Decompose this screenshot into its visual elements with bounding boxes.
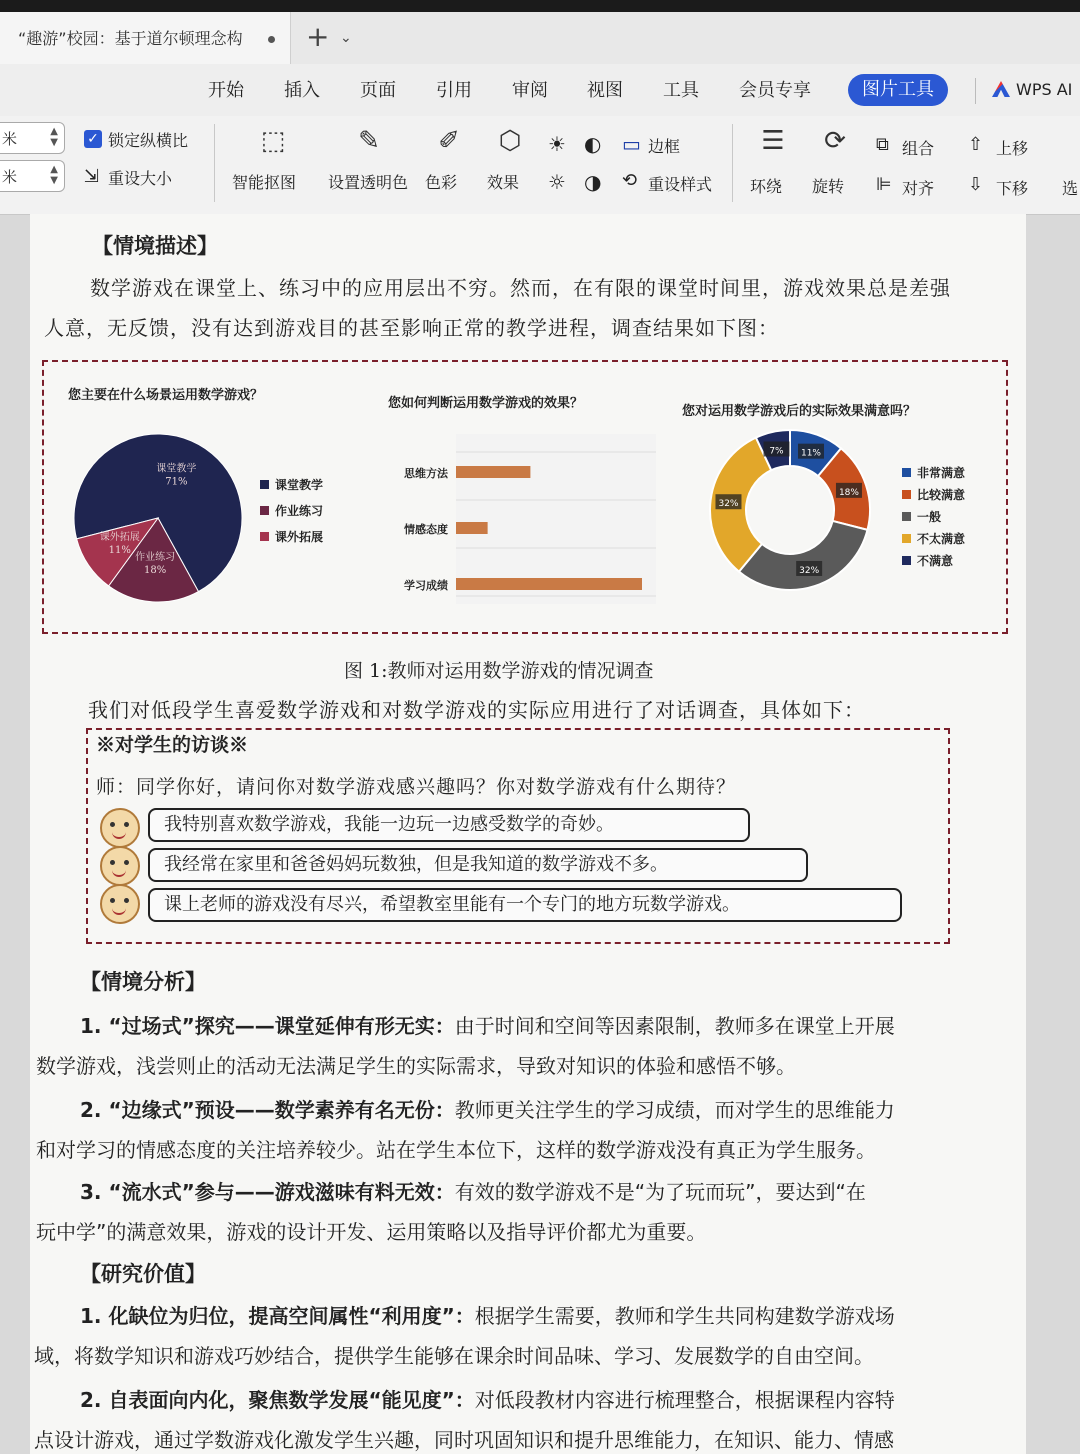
value-item-title: 2. 自表面向内化，聚焦数学发展“能见度”： [80, 1388, 475, 1412]
chart3-legend-item [902, 530, 965, 547]
bar-category-label: 情感态度 [404, 523, 448, 536]
legend-label: 课外拓展 [275, 530, 324, 544]
lock-ratio-checkbox[interactable]: ✓ [84, 130, 102, 148]
analysis-item-title: 2. “边缘式”预设——数学素养有名无份： [80, 1098, 455, 1122]
menu-home[interactable]: 开始 [208, 80, 244, 101]
legend-label: 课堂教学 [275, 478, 324, 492]
new-tab-menu-icon[interactable]: ⌄ [340, 30, 352, 46]
paragraph-line: 人意，无反馈，没有达到游戏目的甚至影响正常的教学进程，调查结果如下图： [44, 316, 779, 340]
pie-slice-label: 课外拓展 [99, 532, 140, 544]
menu-divider [975, 78, 976, 104]
paragraph-line: 数学游戏在课堂上、练习中的应用层出不穷。然而，在有限的课堂时间里，游戏效果总是差强 [90, 276, 951, 300]
reset-size-icon[interactable]: ⇲ [84, 166, 100, 187]
height-input[interactable] [0, 122, 65, 154]
donut-slice-label: 32% [718, 499, 739, 510]
menu-picture-tools[interactable]: 图片工具 [848, 74, 948, 106]
move-up-icon[interactable]: ⇧ [968, 134, 984, 155]
effects-button[interactable]: 效果 [487, 173, 520, 192]
border-icon[interactable]: ▭ [622, 132, 641, 156]
student-avatar-icon [100, 884, 140, 924]
height-unit: 米 [2, 130, 18, 148]
donut-slice-label: 7% [769, 446, 784, 457]
bar-category-label: 思维方法 [404, 467, 448, 480]
legend-label: 不太满意 [917, 532, 966, 546]
paragraph-line: 和对学习的情感态度的关注培养较少。站在学生本位下，这样的数学游戏没有真正为学生服务。 [36, 1138, 876, 1162]
width-unit: 米 [2, 168, 18, 186]
align-button[interactable]: 对齐 [902, 179, 935, 198]
chart3-legend-item [902, 486, 965, 503]
paragraph-line: 点设计游戏，通过学数游戏化激发学生兴趣，同时巩固知识和提升思维能力，在知识、能力、情感 [34, 1428, 894, 1452]
bar [456, 522, 488, 534]
ribbon-toolbar [0, 116, 1080, 215]
group-icon[interactable]: ⧉ [876, 134, 889, 155]
pie-slice-label: 71% [165, 476, 188, 488]
legend-swatch [902, 468, 911, 477]
smart-crop-icon[interactable]: ⬚ [260, 126, 286, 156]
teacher-question: 师：同学你好，请问你对数学游戏感兴趣吗？你对数学游戏有什么期待？ [96, 776, 737, 798]
analysis-item-3 [80, 1176, 866, 1205]
move-down-button[interactable]: 下移 [996, 179, 1029, 198]
tab-bar [0, 12, 1080, 64]
legend-swatch [902, 556, 911, 565]
heading-analysis: 【情境分析】 [80, 969, 206, 994]
legend-swatch [902, 490, 911, 499]
chart1-legend-item [260, 502, 323, 519]
analysis-item-text: 教师更关注学生的学习成绩，而对学生的思维能力 [454, 1098, 895, 1122]
legend-swatch [260, 506, 269, 515]
rotate-button[interactable]: 旋转 [812, 177, 845, 196]
reset-size-button[interactable]: 重设大小 [108, 169, 173, 188]
chart1-legend-item [260, 476, 323, 493]
student-answer: 我特别喜欢数学游戏，我能一边玩一边感受数学的奇妙。 [148, 808, 750, 842]
pie-slice-label: 18% [143, 565, 167, 577]
donut-slice-label: 11% [800, 448, 822, 459]
move-up-button[interactable]: 上移 [996, 139, 1029, 158]
menu-insert[interactable]: 插入 [284, 80, 320, 101]
analysis-item-title: 3. “流水式”参与——游戏滋味有料无效： [80, 1180, 455, 1204]
color-icon[interactable]: ✐ [438, 126, 460, 156]
menu-reference[interactable]: 引用 [436, 80, 472, 101]
brightness-up-icon[interactable]: ☀ [548, 132, 566, 156]
paragraph-line: 域，将数学知识和游戏巧妙结合，提供学生能够在课余时间品味、学习、发展数学的自由空间。 [34, 1344, 874, 1368]
value-item-2 [80, 1384, 895, 1413]
chart1-title: 您主要在什么场景运用数学游戏？ [68, 388, 264, 403]
bar [456, 466, 530, 478]
wps-ai-logo-icon [992, 81, 1010, 97]
set-transparent-button[interactable]: 设置透明色 [328, 173, 409, 192]
value-item-text: 根据学生需要，教师和学生共同构建数学游戏场 [474, 1304, 895, 1328]
student-avatar-icon [100, 808, 140, 848]
document-tab-title: “趣游”校园：基于道尔顿理念构 [18, 29, 243, 48]
height-spin-icon[interactable]: ▲ ▼ [50, 126, 58, 148]
new-tab-button[interactable]: + [306, 20, 330, 53]
legend-label: 一般 [917, 510, 942, 524]
menu-bar [0, 64, 1080, 116]
width-spin-icon[interactable]: ▲ ▼ [50, 164, 58, 186]
contrast-icon[interactable]: ◐ [584, 132, 602, 156]
pie-slice-label: 课堂教学 [156, 463, 197, 475]
legend-label: 不满意 [917, 554, 954, 568]
chart2-title: 您如何判断运用数学游戏的效果？ [388, 396, 584, 411]
wps-ai-label: WPS AI [1016, 80, 1073, 99]
wps-ai-button[interactable] [992, 80, 1072, 99]
legend-label: 作业练习 [275, 504, 324, 518]
color-button[interactable]: 色彩 [425, 173, 458, 192]
legend-swatch [260, 532, 269, 541]
rotate-icon[interactable]: ⟳ [824, 126, 846, 156]
student-answer: 课上老师的游戏没有尽兴，希望教室里能有一个专门的地方玩数学游戏。 [148, 888, 902, 922]
ribbon-divider [214, 124, 215, 202]
donut-slice-label: 32% [799, 565, 820, 576]
menu-page[interactable]: 页面 [360, 80, 396, 101]
screen-top-bezel [0, 0, 1080, 12]
menu-view[interactable]: 视图 [587, 80, 623, 101]
value-item-text: 对低段教材内容进行梳理整合，根据课程内容特 [474, 1388, 895, 1412]
chart3-legend-item [902, 464, 965, 481]
pie-slice-label: 11% [108, 545, 131, 557]
reset-style-icon[interactable]: ⟲ [622, 170, 638, 191]
donut-slice-label: 18% [838, 487, 859, 498]
document-tab[interactable] [0, 12, 291, 64]
brightness-down-icon[interactable]: ☼ [548, 170, 566, 194]
legend-swatch [902, 512, 911, 521]
student-answer: 我经常在家里和爸爸妈妈玩数独，但是我知道的数学游戏不多。 [148, 848, 808, 882]
heading-value: 【研究价值】 [80, 1261, 206, 1286]
bar [456, 578, 642, 590]
interview-title: ※对学生的访谈※ [96, 734, 249, 756]
ribbon-divider [732, 124, 733, 202]
menu-tools[interactable]: 工具 [663, 80, 699, 101]
select-button[interactable]: 选 [1062, 179, 1079, 198]
paragraph-line: 数学游戏，浅尝则止的活动无法满足学生的实际需求，导致对知识的体验和感悟不够。 [36, 1054, 796, 1078]
border-button[interactable]: 边框 [648, 137, 681, 156]
reset-style-button[interactable]: 重设样式 [648, 175, 713, 194]
chart2-svg [360, 414, 660, 604]
group-button[interactable]: 组合 [902, 139, 935, 158]
chart3-svg [690, 420, 890, 600]
chart3-title: 您对运用数学游戏后的实际效果满意吗？ [682, 404, 917, 419]
legend-swatch [902, 534, 911, 543]
contrast-down-icon[interactable]: ◑ [584, 170, 602, 194]
chart3-legend-item [902, 508, 941, 525]
value-item-1 [80, 1300, 895, 1329]
analysis-item-2 [80, 1094, 895, 1123]
student-avatar-icon [100, 846, 140, 886]
pie-slice-label: 作业练习 [135, 552, 176, 564]
chart1-legend-item [260, 528, 323, 545]
width-input[interactable] [0, 160, 65, 192]
bar-category-label: 学习成绩 [404, 579, 448, 592]
figure-caption: 图 1:教师对运用数学游戏的情况调查 [344, 660, 654, 682]
legend-label: 比较满意 [917, 488, 966, 502]
wrap-button[interactable]: 环绕 [750, 177, 783, 196]
menu-review[interactable]: 审阅 [512, 80, 548, 101]
wrap-icon[interactable]: ☰ [761, 126, 785, 156]
document-page [30, 214, 1026, 1454]
donut-slice [739, 521, 867, 590]
effects-icon[interactable]: ⬡ [498, 126, 522, 156]
lock-ratio-label: 锁定纵横比 [108, 131, 189, 150]
analysis-item-text: 有效的数学游戏不是“为了玩而玩”，要达到“在 [454, 1180, 866, 1204]
value-item-title: 1. 化缺位为归位，提高空间属性“利用度”： [80, 1304, 475, 1328]
transparent-color-icon[interactable]: ✎ [358, 126, 380, 156]
chart3-legend-item [902, 552, 953, 569]
unsaved-dot-icon [268, 36, 275, 43]
legend-swatch [260, 480, 269, 489]
analysis-item-title: 1. “过场式”探究——课堂延伸有形无实： [80, 1014, 455, 1038]
analysis-item-1 [80, 1010, 895, 1039]
legend-label: 非常满意 [917, 466, 966, 480]
paragraph-line: 我们对低段学生喜爱数学游戏和对数学游戏的实际应用进行了对话调查，具体如下： [88, 698, 865, 722]
analysis-item-text: 由于时间和空间等因素限制，教师多在课堂上开展 [454, 1014, 895, 1038]
menu-member[interactable]: 会员专享 [739, 80, 811, 101]
smart-crop-button[interactable]: 智能抠图 [232, 173, 297, 192]
heading-context: 【情境描述】 [92, 233, 218, 258]
align-icon[interactable]: ⊫ [876, 174, 892, 195]
paragraph-line: 玩中学”的满意效果，游戏的设计开发、运用策略以及指导评价都尤为重要。 [36, 1220, 707, 1244]
move-down-icon[interactable]: ⇩ [968, 174, 984, 195]
